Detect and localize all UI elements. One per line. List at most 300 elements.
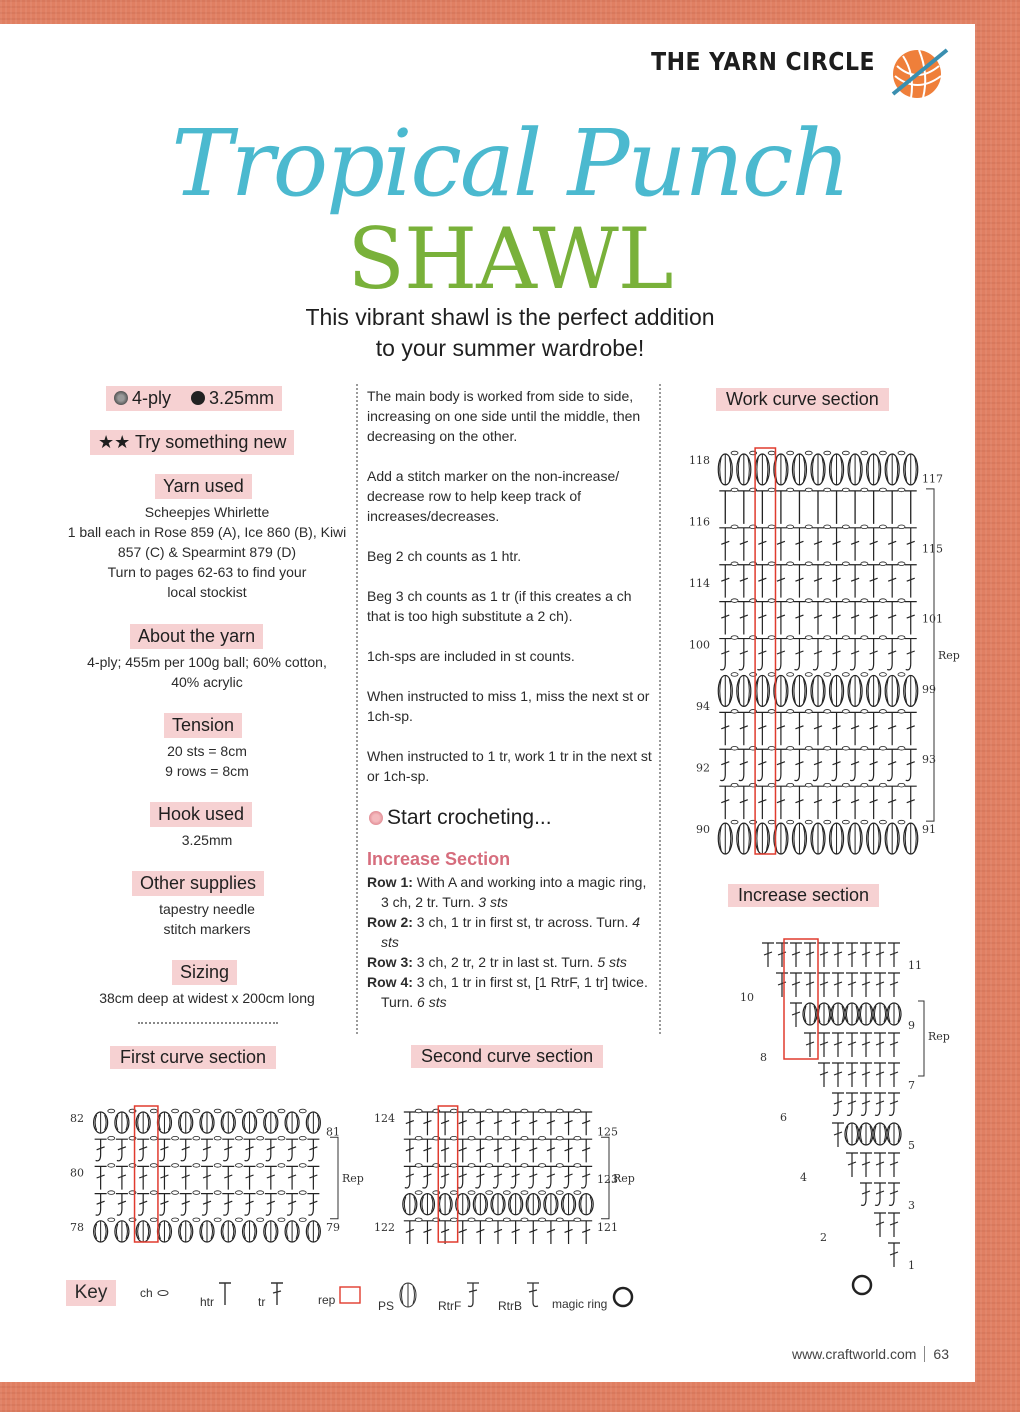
chain-stitch	[824, 783, 831, 787]
yarn-used-line: 1 ball each in Rose 859 (A), Ice 860 (B), Kiwi	[67, 524, 347, 540]
tr-stitch	[868, 565, 880, 598]
tr-stitch	[905, 565, 917, 598]
chain-stitch	[768, 599, 775, 603]
chain-stitch	[731, 525, 738, 529]
supply-line: tapestry needle	[159, 901, 255, 917]
tr-stitch	[222, 1166, 234, 1189]
chain-stitch	[150, 1109, 157, 1113]
tr-stitch	[756, 712, 768, 745]
chain-stitch	[235, 1109, 242, 1113]
puff-stitch	[830, 675, 844, 706]
puff-stitch	[887, 1123, 901, 1145]
puff-stitch	[157, 1112, 171, 1133]
chain-stitch	[503, 1164, 510, 1168]
rep-label: Rep	[928, 1030, 950, 1043]
chain-stitch	[805, 746, 812, 750]
tr-stitch	[527, 1112, 539, 1135]
chain-stitch	[193, 1136, 200, 1140]
chain-stitch	[824, 525, 831, 529]
chain-stitch	[861, 488, 868, 492]
chain-stitch	[731, 673, 738, 677]
row-number: 100	[689, 638, 710, 652]
chain-stitch	[861, 636, 868, 640]
puff-stitch	[831, 1003, 845, 1025]
chain-stitch	[172, 1218, 179, 1222]
row-number: 6	[780, 1111, 787, 1124]
chain-stitch	[214, 1164, 221, 1168]
tr-stitch	[860, 973, 872, 997]
chain-stitch	[898, 636, 905, 640]
rtr-stitch	[580, 1166, 592, 1188]
chain-stitch	[468, 1164, 475, 1168]
row-number: 90	[696, 823, 710, 837]
chain-stitch	[278, 1136, 285, 1140]
tr-stitch	[812, 786, 824, 819]
rtr-stitch	[158, 1194, 170, 1216]
rtrb-symbol-icon	[525, 1280, 541, 1310]
tr-stitch	[868, 786, 880, 819]
tr-stitch	[756, 786, 768, 819]
chain-stitch	[257, 1218, 264, 1222]
row-count: 3 sts	[478, 894, 508, 910]
chain-stitch	[503, 1191, 510, 1195]
row-count: 4 sts	[381, 914, 641, 950]
tr-stitch	[888, 943, 900, 967]
rtr-stitch	[738, 749, 750, 780]
puff-stitch	[867, 675, 881, 706]
chain-stitch	[574, 1191, 581, 1195]
rtr-stitch	[812, 749, 824, 780]
rtr-stitch	[439, 1166, 451, 1188]
rtr-stitch	[244, 1139, 256, 1161]
row-number: 122	[374, 1220, 395, 1234]
row-label: Row 2:	[367, 914, 413, 930]
chain-stitch	[768, 820, 775, 824]
chain-stitch	[468, 1218, 475, 1222]
puff-stitch	[179, 1112, 193, 1133]
chain-stitch	[787, 488, 794, 492]
spec-weight: 4-ply	[132, 388, 172, 408]
tr-stitch	[404, 1221, 416, 1244]
chain-stitch	[299, 1109, 306, 1113]
increase-heading: Increase Section	[367, 849, 511, 869]
chain-stitch	[805, 673, 812, 677]
htr-stitch	[886, 491, 898, 524]
tension-line: 20 sts = 8cm	[167, 743, 247, 759]
chain-stitch	[257, 1191, 264, 1195]
tr-stitch	[719, 602, 731, 635]
row-number: 78	[70, 1220, 84, 1234]
chain-stitch	[415, 1191, 422, 1195]
tr-stitch	[793, 602, 805, 635]
tr-stitch	[510, 1221, 522, 1244]
chain-stitch	[898, 783, 905, 787]
tr-stitch	[818, 1033, 830, 1057]
increase-chart	[712, 919, 950, 1299]
rtr-stitch	[860, 1093, 872, 1115]
chain-stitch	[278, 1109, 285, 1113]
puff-stitch	[887, 1003, 901, 1025]
htr-stitch	[738, 491, 750, 524]
htr-stitch	[868, 491, 880, 524]
tr-stitch	[886, 712, 898, 745]
chain-stitch	[235, 1191, 242, 1195]
key-rtrf	[438, 1280, 481, 1313]
subtitle-line-2: to your summer wardrobe!	[375, 335, 645, 361]
rep-bracket	[918, 1001, 924, 1076]
puff-stitch	[859, 1003, 873, 1025]
chain-stitch	[768, 710, 775, 714]
chain-stitch	[731, 562, 738, 566]
chain-symbol-icon	[156, 1289, 170, 1297]
tr-stitch	[818, 973, 830, 997]
chain-stitch	[235, 1136, 242, 1140]
chain-stitch	[805, 710, 812, 714]
rtr-stitch	[95, 1194, 107, 1216]
chain-stitch	[415, 1109, 422, 1113]
chain-stitch	[193, 1164, 200, 1168]
footer-separator	[924, 1346, 925, 1362]
puff-stitch	[848, 675, 862, 706]
puff-stitch	[200, 1221, 214, 1242]
tr-stitch	[888, 1213, 900, 1237]
key-label: htr	[200, 1295, 215, 1309]
chain-stitch	[486, 1191, 493, 1195]
hook-used-heading: Hook used	[150, 802, 252, 827]
chain-stitch	[278, 1191, 285, 1195]
puff-stitch	[904, 823, 918, 854]
chain-stitch	[521, 1164, 528, 1168]
puff-stitch	[438, 1194, 452, 1215]
tr-stitch	[846, 943, 858, 967]
chain-stitch	[861, 451, 868, 455]
tr-stitch	[868, 602, 880, 635]
tr-stitch	[831, 565, 843, 598]
tr-stitch	[545, 1221, 557, 1244]
chain-stitch	[787, 599, 794, 603]
spec-pill	[106, 386, 282, 411]
chain-stitch	[278, 1164, 285, 1168]
tr-stitch	[492, 1139, 504, 1162]
key-label: PS	[378, 1299, 395, 1313]
row-number: 125	[597, 1125, 618, 1139]
tr-stitch	[439, 1139, 451, 1162]
chain-stitch	[172, 1191, 179, 1195]
tr-stitch	[868, 712, 880, 745]
rtr-stitch	[95, 1139, 107, 1161]
footer	[792, 1346, 949, 1362]
rtr-stitch	[846, 1093, 858, 1115]
subtitle	[0, 302, 1020, 364]
tr-stitch	[905, 602, 917, 635]
chain-stitch	[824, 599, 831, 603]
puff-stitch	[509, 1194, 523, 1215]
tr-stitch	[201, 1166, 213, 1189]
row-number: 117	[922, 472, 943, 486]
chain-stitch	[415, 1136, 422, 1140]
row-number: 9	[908, 1019, 915, 1032]
column-divider	[659, 384, 661, 1034]
note: Beg 3 ch counts as 1 tr (if this creates a ch that is too high substitute a 2 ch).	[367, 588, 632, 624]
row-number: 5	[908, 1139, 915, 1152]
key-htr	[200, 1280, 233, 1309]
chain-stitch	[787, 673, 794, 677]
rtr-stitch	[116, 1139, 128, 1161]
chain-stitch	[539, 1109, 546, 1113]
tr-stitch	[421, 1139, 433, 1162]
difficulty-pill	[90, 430, 294, 455]
puff-stitch	[811, 454, 825, 485]
chain-stitch	[731, 488, 738, 492]
rep-label: Rep	[938, 649, 960, 662]
tr-stitch	[738, 786, 750, 819]
tr-stitch	[831, 712, 843, 745]
tr-stitch	[545, 1139, 557, 1162]
stitch-grid	[718, 451, 917, 854]
hook-icon	[191, 391, 205, 405]
tr-stitch	[307, 1166, 319, 1189]
yarn-icon	[369, 811, 383, 825]
chain-stitch	[898, 525, 905, 529]
puff-stitch	[526, 1194, 540, 1215]
chain-stitch	[731, 636, 738, 640]
chain-stitch	[193, 1218, 200, 1222]
chain-stitch	[842, 820, 849, 824]
start-heading	[369, 806, 552, 830]
htr-stitch	[719, 491, 731, 524]
chain-stitch	[898, 820, 905, 824]
start-heading-text: Start crocheting...	[387, 806, 552, 829]
puff-stitch	[873, 1123, 887, 1145]
chain-stitch	[503, 1109, 510, 1113]
rtr-stitch	[756, 639, 768, 670]
rtr-stitch	[404, 1166, 416, 1188]
chain-stitch	[805, 488, 812, 492]
row-number: 118	[689, 454, 710, 467]
puff-stitch	[830, 823, 844, 854]
row-text: 3 ch, 2 tr, 2 tr in last st. Turn.	[416, 954, 594, 970]
rtr-stitch	[286, 1139, 298, 1161]
puff-stitch	[848, 454, 862, 485]
second-curve-title: Second curve section	[411, 1045, 603, 1068]
rtr-stitch	[793, 639, 805, 670]
row-text: 3 ch, 1 tr in first st, [1 RtrF, 1 tr] twice. Turn.	[381, 974, 648, 1010]
chain-stitch	[539, 1136, 546, 1140]
chain-stitch	[539, 1191, 546, 1195]
chain-stitch	[879, 636, 886, 640]
puff-stitch	[859, 1123, 873, 1145]
chain-stitch	[150, 1136, 157, 1140]
yarn-weight-icon	[114, 391, 128, 405]
chain-stitch	[108, 1164, 115, 1168]
chain-stitch	[768, 488, 775, 492]
tr-stitch	[874, 1153, 886, 1177]
tr-stitch	[905, 712, 917, 745]
chain-stitch	[879, 673, 886, 677]
chain-stitch	[574, 1218, 581, 1222]
row-label: Row 3:	[367, 954, 413, 970]
row-label: Row 1:	[367, 874, 413, 890]
tr-stitch	[804, 1033, 816, 1057]
tr-stitch	[832, 973, 844, 997]
yarn-used-line: Turn to pages 62-63 to find your	[107, 564, 307, 580]
tr-stitch	[563, 1221, 575, 1244]
chain-stitch	[898, 488, 905, 492]
chain-stitch	[805, 562, 812, 566]
rtrf-symbol-icon	[465, 1280, 481, 1310]
htr-stitch	[775, 491, 787, 524]
tr-stitch	[404, 1112, 416, 1135]
htr-stitch	[849, 491, 861, 524]
tr-stitch	[846, 1033, 858, 1057]
row-number: 80	[70, 1166, 84, 1180]
tr-stitch	[775, 712, 787, 745]
chain-stitch	[235, 1164, 242, 1168]
tr-stitch	[832, 1063, 844, 1087]
tr-stitch	[775, 786, 787, 819]
tr-stitch	[790, 943, 802, 967]
row-number: 116	[689, 515, 710, 529]
puff-stitch	[737, 823, 751, 854]
tr-stitch	[860, 1033, 872, 1057]
chain-stitch	[521, 1109, 528, 1113]
chain-stitch	[214, 1109, 221, 1113]
chain-stitch	[193, 1109, 200, 1113]
puff-stitch	[264, 1221, 278, 1242]
chain-stitch	[898, 599, 905, 603]
chain-stitch	[879, 746, 886, 750]
tr-stitch	[790, 973, 802, 997]
rtr-stitch	[860, 1183, 872, 1205]
note: Add a stitch marker on the non-increase/ decrease row to help keep track of increases/decreases.	[367, 468, 620, 524]
rtr-stitch	[265, 1139, 277, 1161]
rtr-stitch	[812, 639, 824, 670]
chain-stitch	[108, 1218, 115, 1222]
tr-stitch	[457, 1139, 469, 1162]
row-text: 3 ch, 1 tr in first st, tr across. Turn.	[416, 914, 629, 930]
tr-stitch	[888, 1243, 900, 1267]
rtr-stitch	[474, 1166, 486, 1188]
chain-stitch	[539, 1164, 546, 1168]
row-number: 93	[922, 752, 936, 766]
chain-stitch	[824, 746, 831, 750]
tr-stitch	[738, 528, 750, 561]
chain-stitch	[731, 451, 738, 455]
chain-stitch	[768, 562, 775, 566]
chain-stitch	[731, 599, 738, 603]
tr-stitch	[874, 1063, 886, 1087]
tr-stitch	[527, 1221, 539, 1244]
chain-stitch	[861, 673, 868, 677]
chain-stitch	[805, 783, 812, 787]
puff-stitch	[803, 1003, 817, 1025]
first-curve-chart	[54, 1082, 374, 1252]
tr-stitch	[831, 602, 843, 635]
chain-stitch	[898, 451, 905, 455]
rtr-stitch	[756, 749, 768, 780]
rep-label: Rep	[342, 1172, 364, 1185]
tr-stitch	[180, 1166, 192, 1189]
chain-stitch	[879, 488, 886, 492]
tr-stitch	[812, 712, 824, 745]
chain-stitch	[556, 1136, 563, 1140]
rtr-stitch	[849, 639, 861, 670]
tr-stitch	[775, 602, 787, 635]
tension-line: 9 rows = 8cm	[165, 763, 249, 779]
chain-stitch	[824, 710, 831, 714]
puff-stitch	[136, 1221, 150, 1242]
rtr-stitch	[849, 749, 861, 780]
chain-stitch	[898, 710, 905, 714]
about-yarn-heading: About the yarn	[130, 624, 263, 649]
tr-stitch	[849, 565, 861, 598]
puff-stitch	[473, 1194, 487, 1215]
tr-stitch	[775, 565, 787, 598]
tr-stitch	[580, 1221, 592, 1244]
tr-stitch	[738, 565, 750, 598]
rtr-stitch	[874, 1093, 886, 1115]
subtitle-line-1: This vibrant shawl is the perfect addition	[305, 304, 715, 330]
chain-stitch	[879, 820, 886, 824]
tr-stitch	[832, 943, 844, 967]
row-label: Row 4:	[367, 974, 413, 990]
rtr-stitch	[307, 1194, 319, 1216]
tr-stitch	[244, 1166, 256, 1189]
chain-stitch	[842, 746, 849, 750]
yarn-used-heading: Yarn used	[155, 474, 252, 499]
tr-stitch	[158, 1166, 170, 1189]
row-number: 8	[760, 1051, 767, 1064]
note: When instructed to 1 tr, work 1 tr in the next st or 1ch-sp.	[367, 748, 652, 784]
puff-stitch	[285, 1112, 299, 1133]
tr-stitch	[762, 943, 774, 967]
tr-stitch	[492, 1112, 504, 1135]
chain-stitch	[768, 636, 775, 640]
row-number: 123	[597, 1173, 618, 1187]
puff-stitch	[403, 1194, 417, 1215]
note: When instructed to miss 1, miss the next st or 1ch-sp.	[367, 688, 650, 724]
tr-stitch	[265, 1166, 277, 1189]
rtr-stitch	[719, 749, 731, 780]
row-number: 4	[800, 1171, 807, 1184]
about-yarn-text	[62, 652, 352, 692]
rtr-stitch	[201, 1194, 213, 1216]
rtr-stitch	[793, 749, 805, 780]
tr-stitch	[818, 943, 830, 967]
chain-stitch	[299, 1164, 306, 1168]
rtr-stitch	[886, 639, 898, 670]
tr-stitch	[793, 528, 805, 561]
chain-stitch	[450, 1164, 457, 1168]
row-number: 114	[689, 577, 710, 591]
row-instruction	[367, 872, 657, 912]
tr-stitch	[527, 1139, 539, 1162]
chain-stitch	[556, 1109, 563, 1113]
tr-stitch	[457, 1112, 469, 1135]
tr-stitch	[756, 565, 768, 598]
row-instruction	[367, 972, 657, 1012]
key-rep	[318, 1286, 361, 1307]
chain-stitch	[108, 1109, 115, 1113]
tr-symbol-icon	[269, 1280, 285, 1306]
key-label: RtrF	[438, 1299, 462, 1313]
chain-stitch	[824, 673, 831, 677]
chain-stitch	[842, 783, 849, 787]
chain-stitch	[150, 1164, 157, 1168]
rtr-stitch	[222, 1139, 234, 1161]
tr-stitch	[793, 786, 805, 819]
puff-stitch	[737, 675, 751, 706]
